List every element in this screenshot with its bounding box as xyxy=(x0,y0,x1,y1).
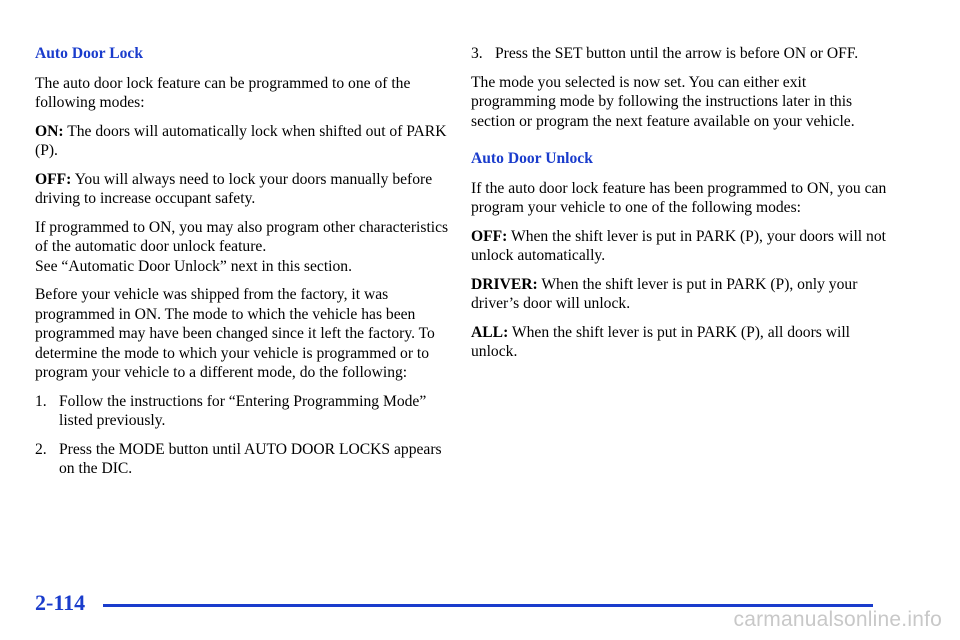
step-text: Press the MODE button until AUTO DOOR LOCKS appears on the DIC. xyxy=(59,440,442,477)
mode-off-description xyxy=(35,170,450,209)
factory-setting-paragraph: Before your vehicle was shipped from the factory, it was programmed in ON. The mode to which the vehicle has been programmed may have been changed since it left the factory. To determine the mode to which your vehicle is programmed or to program your vehicle to a different mode, do the following: xyxy=(35,286,435,381)
mode-off-term: OFF: xyxy=(35,170,72,188)
section-heading-auto-door-lock: Auto Door Lock xyxy=(35,45,144,62)
step-text: Press the SET button until the arrow is before ON or OFF. xyxy=(495,45,859,62)
step-text: Follow the instructions for “Entering Programming Mode” listed previously. xyxy=(59,392,427,429)
step-number: 3. xyxy=(471,45,483,62)
unlock-driver-text: When the shift lever is put in PARK (P), only your driver’s door will unlock. xyxy=(471,275,858,312)
mode-set-paragraph: The mode you selected is now set. You can either exit programming mode by following the instructions later in this section or program the next feature available on your vehicle. xyxy=(471,73,855,130)
right-column xyxy=(471,44,891,371)
step-item xyxy=(35,392,450,431)
unlock-intro-paragraph: If the auto door lock feature has been programmed to ON, you can program your vehicle to one of the following modes: xyxy=(471,179,887,216)
mode-on-term: ON: xyxy=(35,122,64,140)
program-other-text: If programmed to ON, you may also program other characteristics of the automatic door unlock feature. xyxy=(35,218,449,255)
step-item xyxy=(471,44,891,64)
unlock-driver-description xyxy=(471,275,891,314)
mode-on-text: The doors will automatically lock when shifted out of PARK (P). xyxy=(35,122,447,159)
section-heading-auto-door-unlock: Auto Door Unlock xyxy=(471,150,593,167)
see-reference-text: See “Automatic Door Unlock” next in this section. xyxy=(35,257,352,275)
intro-paragraph: The auto door lock feature can be programmed to one of the following modes: xyxy=(35,74,411,111)
step-number: 2. xyxy=(35,440,47,458)
steps-list-continued xyxy=(471,44,891,64)
unlock-all-description xyxy=(471,323,891,362)
unlock-off-text: When the shift lever is put in PARK (P), your doors will not unlock automatically. xyxy=(471,227,886,264)
unlock-driver-term: DRIVER: xyxy=(471,275,538,293)
steps-list xyxy=(35,392,450,479)
footer-divider xyxy=(103,604,873,607)
unlock-off-description xyxy=(471,227,891,266)
program-other-paragraph xyxy=(35,218,450,277)
unlock-off-term: OFF: xyxy=(471,227,508,245)
page-number: 2-114 xyxy=(35,590,86,615)
mode-off-text: You will always need to lock your doors manually before driving to increase occupant safety. xyxy=(35,170,433,207)
left-column xyxy=(35,44,450,488)
unlock-all-term: ALL: xyxy=(471,323,509,341)
watermark: carmanualsonline.info xyxy=(733,608,942,631)
mode-on-description xyxy=(35,122,450,161)
step-item xyxy=(35,440,450,479)
unlock-all-text: When the shift lever is put in PARK (P), all doors will unlock. xyxy=(471,323,851,360)
step-number: 1. xyxy=(35,392,47,410)
